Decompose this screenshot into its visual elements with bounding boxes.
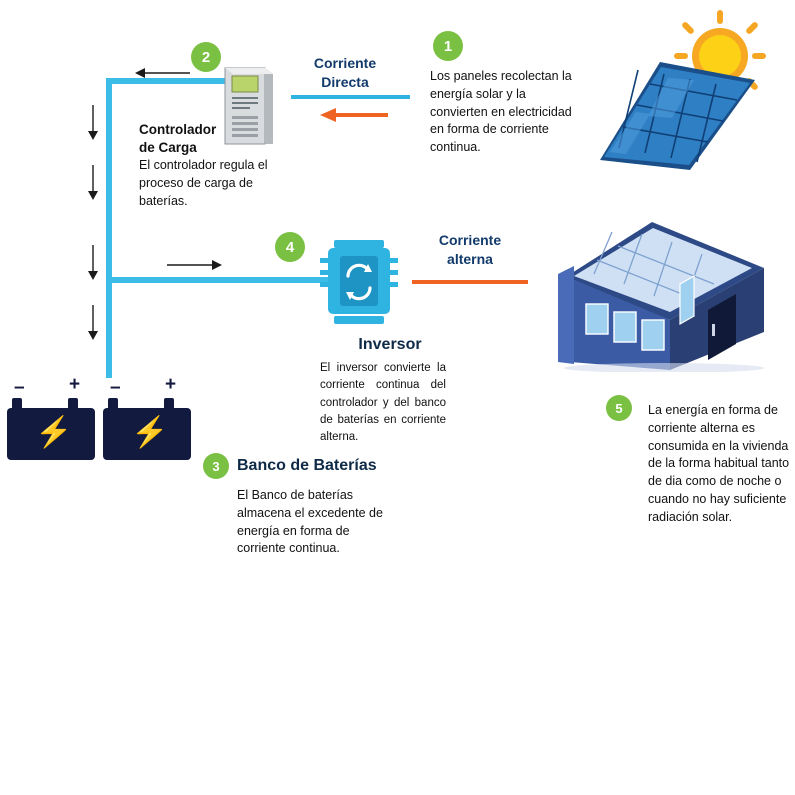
bus-arrow-4	[82, 305, 104, 341]
step-5-text: La energía en forma de corriente alterna es consumida en la vivienda de la forma habitual tanto de dia como de noche o cuando no hay suficiente radiación solar.	[648, 403, 790, 524]
arrow-right-inverter	[167, 256, 223, 274]
corriente-alterna-label	[418, 231, 522, 269]
step-4-text: El inversor convierte la corriente continua del controlador y del banco de baterías en corriente alterna.	[320, 362, 446, 443]
bus-arrow-2	[82, 165, 104, 201]
bus-arrow-3	[82, 245, 104, 281]
bus-arrow-1	[82, 105, 104, 141]
corriente-directa-label	[290, 54, 400, 92]
corriente-alterna-line2: alterna	[447, 250, 493, 267]
battery-1	[7, 408, 95, 460]
solar-panel-icon	[590, 52, 760, 172]
step-badge-5-label: 5	[615, 400, 623, 416]
battery-1-negative-sign: –	[14, 377, 25, 398]
inversor-heading: Inversor	[358, 336, 422, 353]
inverter-icon	[320, 236, 398, 328]
arrow-dc-orange	[318, 107, 388, 123]
controlador-de-carga-heading	[139, 121, 269, 157]
corriente-alterna-bar	[412, 280, 528, 284]
wire-vertical-bus	[106, 78, 112, 378]
battery-2-negative-sign: –	[110, 377, 121, 398]
corriente-directa-bar	[291, 95, 410, 99]
step-badge-2[interactable]	[191, 42, 221, 72]
controlador-heading-line1: Controlador	[139, 122, 217, 137]
step-badge-1-label: 1	[443, 37, 453, 55]
battery-2-bolt-icon: ⚡	[131, 416, 169, 449]
banco-de-baterias-heading: Banco de Baterías	[237, 457, 377, 474]
controlador-heading-line2: de Carga	[139, 140, 197, 156]
step-badge-5[interactable]	[606, 395, 632, 421]
step-1-text: Los paneles recolectan la energía solar y la convierten en electricidad en forma de corriente continua.	[430, 69, 572, 154]
wire-to-inverter	[106, 277, 332, 283]
step-badge-4[interactable]	[275, 232, 305, 262]
battery-1-positive-sign: +	[69, 374, 81, 395]
step-badge-2-label: 2	[201, 48, 211, 66]
battery-2-positive-sign: +	[165, 374, 177, 395]
step-badge-3[interactable]	[203, 453, 229, 479]
house-icon	[552, 212, 772, 372]
corriente-alterna-line1: Corriente	[438, 232, 502, 248]
battery-1-bolt-icon: ⚡	[35, 416, 73, 449]
step-3-text: El Banco de baterías almacena el excedente de energía en forma de corriente continua.	[237, 488, 383, 556]
arrow-left-top	[134, 64, 190, 82]
step-badge-3-label: 3	[212, 458, 220, 474]
step-2-text: El controlador regula el proceso de carga de baterías.	[139, 158, 268, 208]
step-badge-4-label: 4	[285, 238, 295, 256]
corriente-directa-line1: Corriente	[313, 55, 377, 71]
battery-2	[103, 408, 191, 460]
step-badge-1[interactable]	[433, 31, 463, 61]
corriente-directa-line2: Directa	[321, 73, 369, 90]
